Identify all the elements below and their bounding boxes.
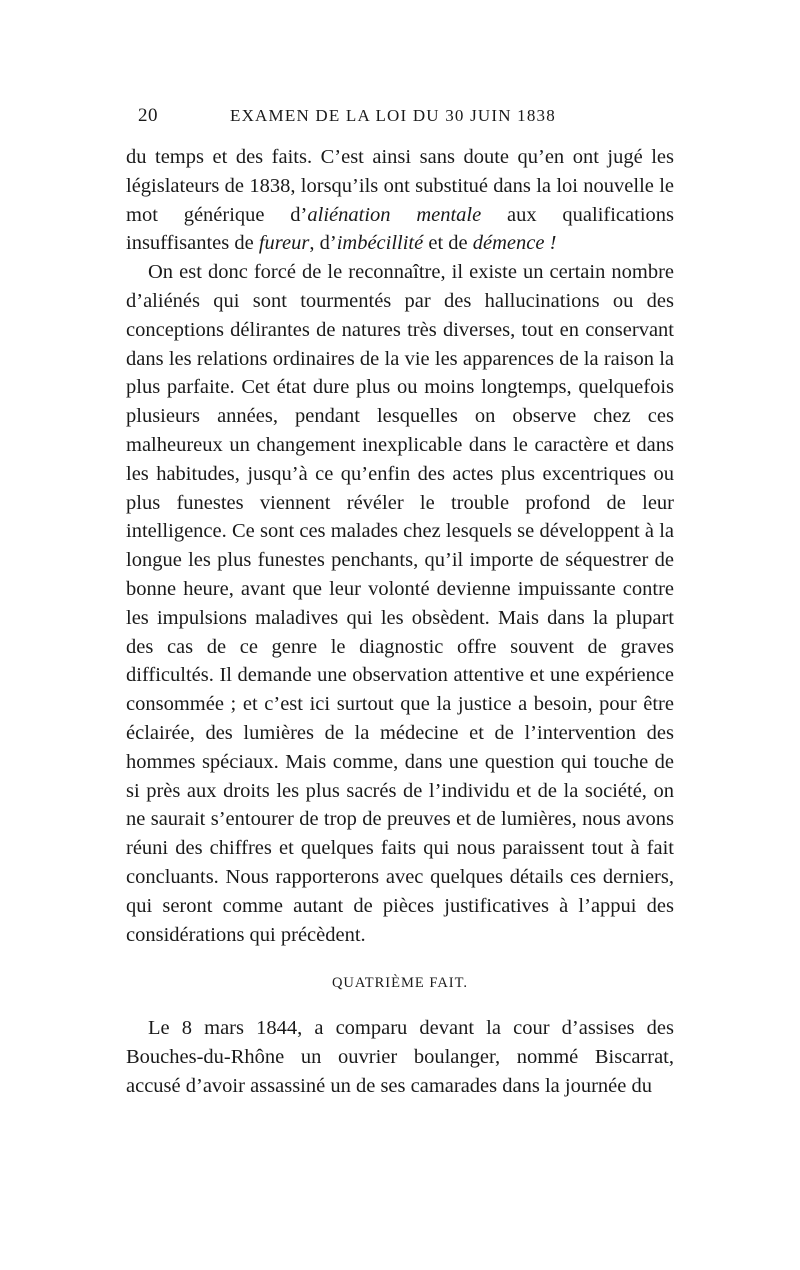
paragraph-case: Le 8 mars 1844, a comparu devant la cour d’assises des Bouches-du-Rhône un ouvrier boulanger, nommé Biscarrat, accusé d’avoir assassiné un de ses camarades dans la journée du <box>126 1017 674 1097</box>
paragraph-main: On est donc forcé de le reconnaître, il existe un certain nombre d’aliénés qui sont tourmentés par des hallucinations ou des conceptions délirantes de natures très diverses, tout en conservant dans les relations ordinaires de la vie les apparences de la raison la plus parfaite. Cet état dure plus ou moins longtemps, quelquefois plusieurs années, pendant lesquelles on observe chez ces malheureux un changement inexplicable dans le caractère et dans les habitudes, jusqu’à ce qu’enfin des actes plus excentriques ou plus funestes viennent révéler le trouble profond de leur intelligence. Ce sont ces malades chez lesquels se développent à la longue les plus funestes penchants, qu’il importe de séquestrer de bonne heure, avant que leur volonté devienne impuissante contre les impulsions maladives qui les obsèdent. Mais dans la plupart des cas de ce genre le diagnostic offre souvent de graves difficultés. Il demande une observation attentive et une expérience consommée ; et c’est ici surtout que la justice a besoin, pour être éclairée, des lumières de la médecine et de l’intervention des hommes spéciaux. Mais comme, dans une question qui touche de si près aux droits les plus sacrés de l’individu et de la société, on ne saurait s’entourer de trop de preuves et de lumières, nous avons réuni des chiffres et quelques faits qui nous paraissent tout à fait concluants. Nous rapporterons avec quelques détails ces derniers, qui seront comme autant de pièces justificatives à l’appui des considérations qui précèdent. <box>126 261 674 946</box>
book-page <box>126 105 674 1101</box>
paragraph-text: aux qualifications insuffisantes de <box>126 203 674 255</box>
paragraph-text: et de <box>423 232 473 255</box>
italic-term-fureur: fureur <box>258 232 310 255</box>
page-number: 20 <box>138 105 158 126</box>
paragraph-text: , d’ <box>309 232 337 255</box>
paragraph-continuation <box>126 143 674 258</box>
italic-term-demence: démence ! <box>472 232 557 255</box>
section-heading: QUATRIÈME FAIT. <box>331 975 469 992</box>
running-head <box>126 105 674 131</box>
body-text <box>126 143 674 949</box>
paragraph-text: du temps et des faits. C’est ainsi sans doute qu’en ont jugé les législateurs de 1838, lorsqu’ils ont substitué dans la loi nouvelle le mot générique d’ <box>126 146 674 226</box>
italic-term-alienation: aliénation mentale <box>307 203 482 226</box>
italic-term-imbecillite: imbécillité <box>336 232 424 255</box>
running-title: EXAMEN DE LA LOI DU 30 JUIN 1838 <box>230 106 556 125</box>
